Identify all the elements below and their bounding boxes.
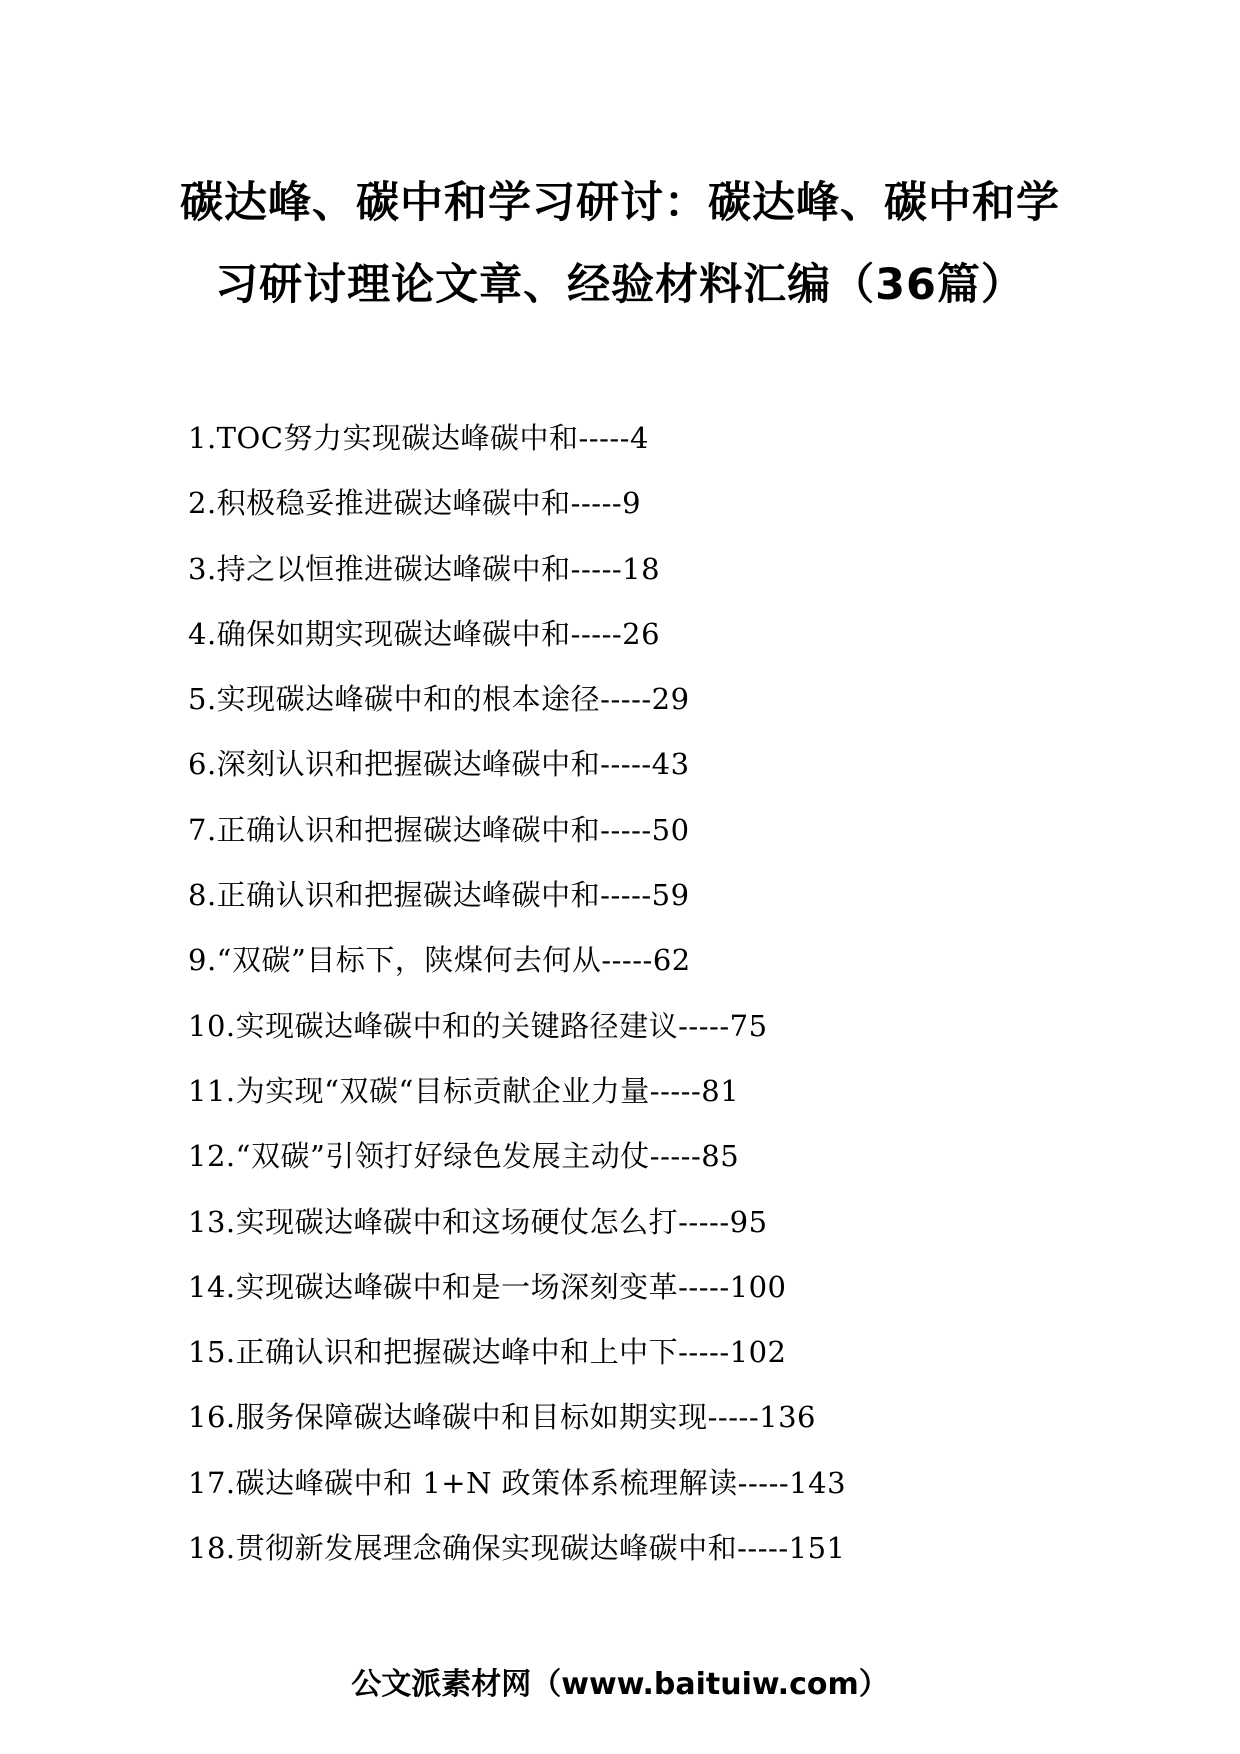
toc-item: 3.持之以恒推进碳达峰碳中和-----18 bbox=[188, 551, 661, 586]
toc-item: 14.实现碳达峰碳中和是一场深刻变革-----100 bbox=[188, 1269, 787, 1304]
toc-item: 7.正确认识和把握碳达峰碳中和-----50 bbox=[188, 812, 690, 847]
toc-item: 12.“双碳”引领打好绿色发展主动仗-----85 bbox=[188, 1139, 740, 1174]
page-footer: 公文派素材网（www.baituiw.com） bbox=[351, 1667, 889, 1702]
toc-item: 16.服务保障碳达峰碳中和目标如期实现-----136 bbox=[188, 1400, 816, 1435]
toc-item: 15.正确认识和把握碳达峰中和上中下-----102 bbox=[188, 1335, 787, 1370]
toc-item: 1.TOC努力实现碳达峰碳中和-----4 bbox=[188, 421, 649, 455]
toc-item: 4.确保如期实现碳达峰碳中和-----26 bbox=[188, 616, 661, 651]
toc-item: 9.“双碳”目标下，陕煤何去何从-----62 bbox=[188, 943, 691, 978]
toc-item: 6.深刻认识和把握碳达峰碳中和-----43 bbox=[188, 747, 690, 782]
toc-item: 18.贯彻新发展理念确保实现碳达峰碳中和-----151 bbox=[188, 1531, 846, 1566]
document-title: 碳达峰、碳中和学习研讨：碳达峰、碳中和学习研讨理论文章、经验材料汇编（36篇） bbox=[180, 178, 1060, 310]
toc-item: 17.碳达峰碳中和 1+N 政策体系梳理解读-----143 bbox=[188, 1465, 847, 1500]
toc-item: 11.为实现“双碳“目标贡献企业力量-----81 bbox=[188, 1073, 740, 1108]
toc-item: 10.实现碳达峰碳中和的关键路径建议-----75 bbox=[188, 1008, 768, 1043]
toc-item: 13.实现碳达峰碳中和这场硬仗怎么打-----95 bbox=[188, 1204, 768, 1239]
toc-item: 5.实现碳达峰碳中和的根本途径-----29 bbox=[188, 682, 690, 717]
table-of-contents bbox=[188, 418, 1088, 1593]
toc-item: 2.积极稳妥推进碳达峰碳中和-----9 bbox=[188, 486, 642, 521]
toc-item: 8.正确认识和把握碳达峰碳中和-----59 bbox=[188, 878, 690, 913]
